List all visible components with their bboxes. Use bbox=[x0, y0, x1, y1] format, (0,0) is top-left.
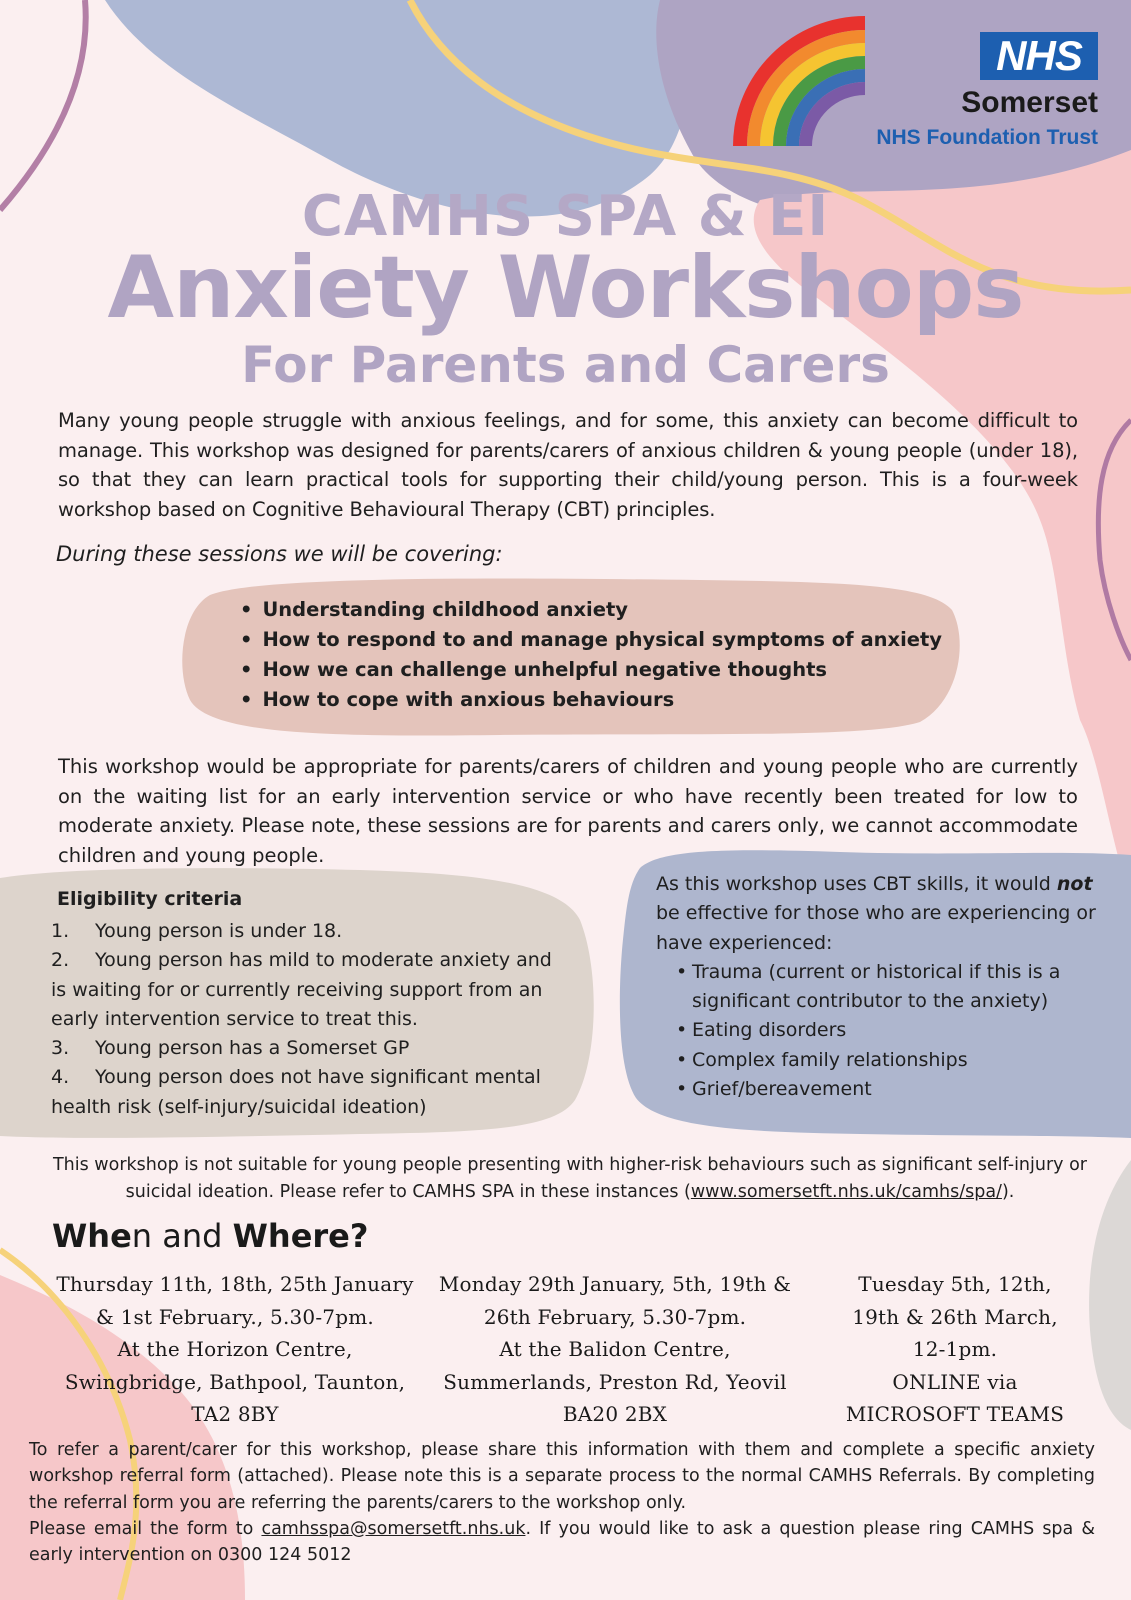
list-item bbox=[51, 946, 566, 1034]
appropriate-paragraph: This workshop would be appropriate for parents/carers of children and young people who are currently on the waiting list for an early intervention service or who have recently been treated for low to moderate anxiety. Please note, these sessions are for parents and carers only, we cannot accommodate children and young people. bbox=[58, 755, 1078, 867]
session-line: BA20 2BX bbox=[562, 1402, 668, 1427]
referral-info bbox=[29, 1437, 1095, 1568]
cbt-exclusion-list bbox=[676, 958, 1106, 1104]
when-where-heading bbox=[52, 1217, 368, 1255]
referral-text: To refer a parent/carer for this workshop, please share this information with them and complete a specific anxiety workshop referral form (attached). Please note this is a separate process to the normal CAMHS Referrals. By completing the referral form you are referring the parents/carers to the workshop only. bbox=[29, 1440, 1095, 1513]
session-online bbox=[830, 1268, 1080, 1431]
list-item: • How to respond to and manage physical symptoms of anxiety bbox=[240, 625, 942, 655]
session-line: Thursday 11th, 18th, 25th January bbox=[56, 1272, 414, 1296]
camhs-spa-link[interactable]: www.somersetft.nhs.uk/camhs/spa/ bbox=[690, 1182, 1002, 1202]
session-line: ONLINE via bbox=[892, 1369, 1018, 1394]
list-item: • Grief/bereavement bbox=[676, 1075, 1106, 1104]
cbt-intro-emphasis: not bbox=[1056, 873, 1093, 895]
list-item bbox=[51, 1063, 566, 1122]
session-taunton bbox=[30, 1268, 440, 1431]
list-item bbox=[51, 1034, 566, 1063]
item-number: 2. bbox=[51, 949, 70, 972]
session-line: 12-1pm. bbox=[912, 1337, 998, 1362]
contact-text: Please email the form to bbox=[29, 1518, 254, 1539]
heading-part: Whe bbox=[52, 1217, 132, 1255]
title-line-3: For Parents and Carers bbox=[241, 336, 890, 394]
session-line: TA2 8BY bbox=[191, 1402, 279, 1427]
session-line: Monday 29th January, 5th, 19th & bbox=[438, 1272, 792, 1296]
list-item: • Complex family relationships bbox=[676, 1046, 1106, 1075]
not-suitable-text-end: ). bbox=[1001, 1182, 1015, 1202]
cbt-intro-before: As this workshop uses CBT skills, it would bbox=[656, 873, 1051, 895]
session-line: 19th & 26th March, bbox=[852, 1304, 1058, 1329]
list-item bbox=[51, 917, 566, 946]
covering-heading: During these sessions we will be covering: bbox=[56, 542, 503, 566]
item-text: Young person has mild to moderate anxiety and is waiting for or currently receiving support from an early intervention service to treat this. bbox=[51, 949, 552, 1030]
item-text: Eating disorders bbox=[692, 1019, 847, 1042]
nhs-logo: NHS bbox=[980, 32, 1098, 80]
session-line: Swingbridge, Bathpool, Taunton, bbox=[64, 1369, 406, 1394]
contact-text-end: . If you would like to ask a question please ring CAMHS spa & early intervention on 0300 124 5012 bbox=[29, 1518, 1095, 1566]
not-suitable-text: This workshop is not suitable for young people presenting with higher-risk behaviours such as significant self-injury or suicidal ideation. Please refer to CAMHS SPA in these instances ( bbox=[52, 1155, 1087, 1202]
org-trust: NHS Foundation Trust bbox=[876, 126, 1098, 149]
cbt-intro-after: be effective for those who are experiencing or have experienced: bbox=[656, 902, 1096, 954]
session-yeovil bbox=[420, 1268, 810, 1431]
cbt-intro bbox=[656, 870, 1106, 958]
heading-part: Where? bbox=[232, 1217, 369, 1255]
item-text: Young person does not have significant mental health risk (self-injury/suicidal ideation) bbox=[51, 1066, 541, 1118]
item-text: Grief/bereavement bbox=[692, 1078, 872, 1101]
item-text: Young person has a Somerset GP bbox=[95, 1037, 410, 1060]
item-text: Complex family relationships bbox=[692, 1048, 968, 1071]
list-item: • How to cope with anxious behaviours bbox=[240, 685, 942, 715]
session-line: At the Horizon Centre, bbox=[117, 1337, 353, 1362]
item-text: Young person is under 18. bbox=[95, 920, 343, 942]
list-item: • How we can challenge unhelpful negative thoughts bbox=[240, 655, 942, 685]
title-line-1: CAMHS SPA & EI bbox=[301, 184, 830, 249]
item-number: 4. bbox=[51, 1066, 70, 1089]
session-line: 26th February, 5.30-7pm. bbox=[483, 1304, 747, 1329]
eligibility-list bbox=[51, 917, 566, 1122]
list-item: • Understanding childhood anxiety bbox=[240, 595, 942, 625]
item-number: 3. bbox=[51, 1037, 70, 1060]
session-line: & 1st February., 5.30-7pm. bbox=[96, 1304, 374, 1329]
topics-list bbox=[240, 595, 942, 715]
intro-paragraph: Many young people struggle with anxious feelings, and for some, this anxiety can become difficult to manage. This workshop was designed for parents/carers of anxious children & young people (under 18), so that they can learn practical tools for supporting their child/young person. This is a four-week workshop based on Cognitive Behavioural Therapy (CBT) principles. bbox=[58, 409, 1078, 521]
cbt-box bbox=[656, 870, 1106, 1104]
session-line: Tuesday 5th, 12th, bbox=[858, 1272, 1052, 1296]
list-item: • Trauma (current or historical if this is a significant contributor to the anxiety) bbox=[676, 958, 1106, 1017]
eligibility-title: Eligibility criteria bbox=[57, 888, 243, 910]
heading-part: n and bbox=[131, 1217, 233, 1255]
item-text: Trauma (current or historical if this is a significant contributor to the anxiety) bbox=[692, 960, 1061, 1013]
item-number: 1. bbox=[51, 920, 70, 942]
referral-contact bbox=[29, 1516, 1095, 1569]
title-line-2: Anxiety Workshops bbox=[107, 238, 1024, 338]
session-line: At the Balidon Centre, bbox=[499, 1337, 731, 1362]
org-name: Somerset bbox=[961, 86, 1098, 119]
email-link[interactable]: camhsspa@somersetft.nhs.uk bbox=[261, 1518, 526, 1539]
not-suitable-note bbox=[30, 1152, 1110, 1206]
session-line: Summerlands, Preston Rd, Yeovil bbox=[443, 1369, 787, 1394]
session-line: MICROSOFT TEAMS bbox=[845, 1402, 1065, 1427]
list-item: • Eating disorders bbox=[676, 1016, 1106, 1045]
